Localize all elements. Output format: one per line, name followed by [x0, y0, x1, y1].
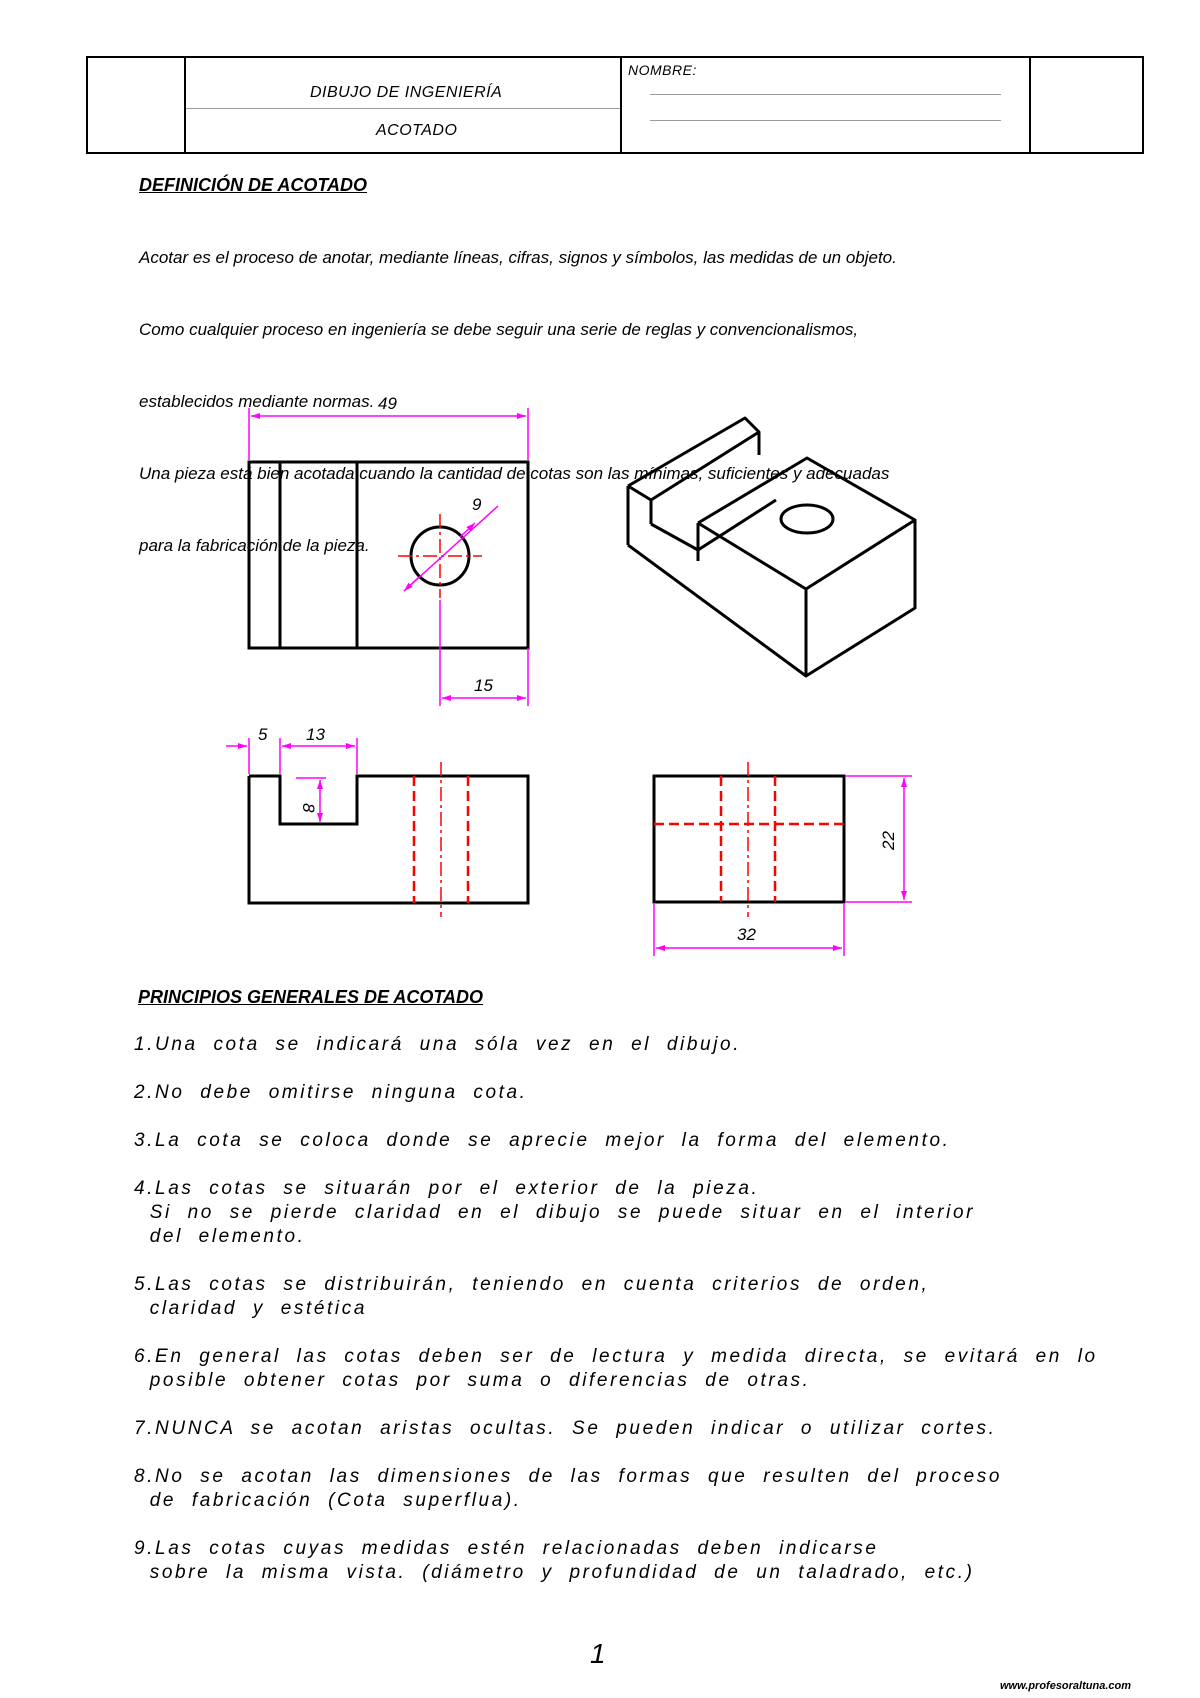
principle-line: 5.Las cotas se distribuirán, teniendo en cuenta criterios de orden, — [134, 1274, 930, 1295]
principle-line: 1.Una cota se indicará una sóla vez en el dibujo. — [134, 1034, 742, 1055]
principle-line: claridad y estética — [134, 1298, 367, 1319]
dim-label-5: 5 — [258, 725, 268, 744]
principle-item — [134, 1033, 1098, 1057]
side-view-hidden-lines — [654, 776, 844, 902]
principle-line: del elemento. — [134, 1226, 306, 1247]
dim-label-9: 9 — [472, 495, 482, 514]
definition-title: DEFINICIÓN DE ACOTADO — [139, 175, 367, 195]
dimension-9 — [404, 506, 498, 591]
definition-line: Como cualquier proceso en ingeniería se debe seguir una serie de reglas y convencionalismos, — [139, 320, 859, 339]
principle-item — [134, 1465, 1098, 1513]
principle-item — [134, 1417, 1098, 1441]
definition-line: Acotar es el proceso de anotar, mediante líneas, cifras, signos y símbolos, las medidas de un objeto. — [139, 248, 897, 267]
dimension-5-13 — [226, 738, 357, 774]
principle-line: 3.La cota se coloca donde se aprecie mejor la forma del elemento. — [134, 1130, 951, 1151]
principle-line: sobre la misma vista. (diámetro y profundidad de un taladrado, etc.) — [134, 1562, 975, 1583]
principle-item — [134, 1081, 1098, 1105]
definition-line: establecidos mediante normas. — [139, 392, 375, 411]
dim-label-22: 22 — [879, 831, 898, 850]
principles-title: PRINCIPIOS GENERALES DE ACOTADO — [138, 987, 484, 1007]
principle-item — [134, 1129, 1098, 1153]
principle-line: 7.NUNCA se acotan aristas ocultas. Se pueden indicar o utilizar cortes. — [134, 1418, 997, 1439]
principle-item — [134, 1177, 1098, 1249]
principle-line: Si no se pierde claridad en el dibujo se puede situar en el interior — [134, 1202, 976, 1223]
top-view-outline — [249, 462, 528, 648]
dimension-49 — [249, 408, 528, 460]
front-view — [249, 776, 528, 903]
topic-title: ACOTADO — [376, 122, 458, 139]
dim-label-49: 49 — [378, 394, 397, 413]
principle-line: de fabricación (Cota superflua). — [134, 1490, 522, 1511]
principle-line: posible obtener cotas por suma o diferencias de otras. — [134, 1370, 811, 1391]
principle-item — [134, 1345, 1098, 1393]
principle-item — [134, 1273, 1098, 1321]
page-number: 1 — [590, 1638, 606, 1669]
name-label: NOMBRE: — [628, 62, 697, 78]
principle-line: 6.En general las cotas deben ser de lectura y medida directa, se evitará en lo — [134, 1346, 1098, 1367]
dim-label-32: 32 — [737, 925, 756, 944]
principle-line: 8.No se acotan las dimensiones de las formas que resulten del proceso — [134, 1466, 1003, 1487]
dim-label-13: 13 — [306, 725, 325, 744]
dim-label-8: 8 — [299, 803, 318, 813]
side-view — [654, 776, 844, 902]
top-view — [249, 462, 528, 648]
principle-item — [134, 1537, 1098, 1585]
definition-line: Una pieza está bien acotada cuando la cantidad de cotas son las mínimas, suficientes y adecuadas — [139, 464, 890, 483]
footer-url: www.profesoraltuna.com — [1000, 1680, 1132, 1692]
dimension-8 — [296, 778, 326, 822]
principles-list — [134, 1033, 1098, 1585]
principle-line: 4.Las cotas se situarán por el exterior de la pieza. — [134, 1178, 760, 1199]
isometric-view — [628, 418, 915, 676]
definition-line: para la fabricación de la pieza. — [139, 536, 370, 555]
course-title: DIBUJO DE INGENIERÍA — [310, 84, 503, 101]
principle-line: 2.No debe omitirse ninguna cota. — [134, 1082, 528, 1103]
dim-label-15: 15 — [474, 676, 493, 695]
principle-line: 9.Las cotas cuyas medidas estén relacionadas deben indicarse — [134, 1538, 879, 1559]
